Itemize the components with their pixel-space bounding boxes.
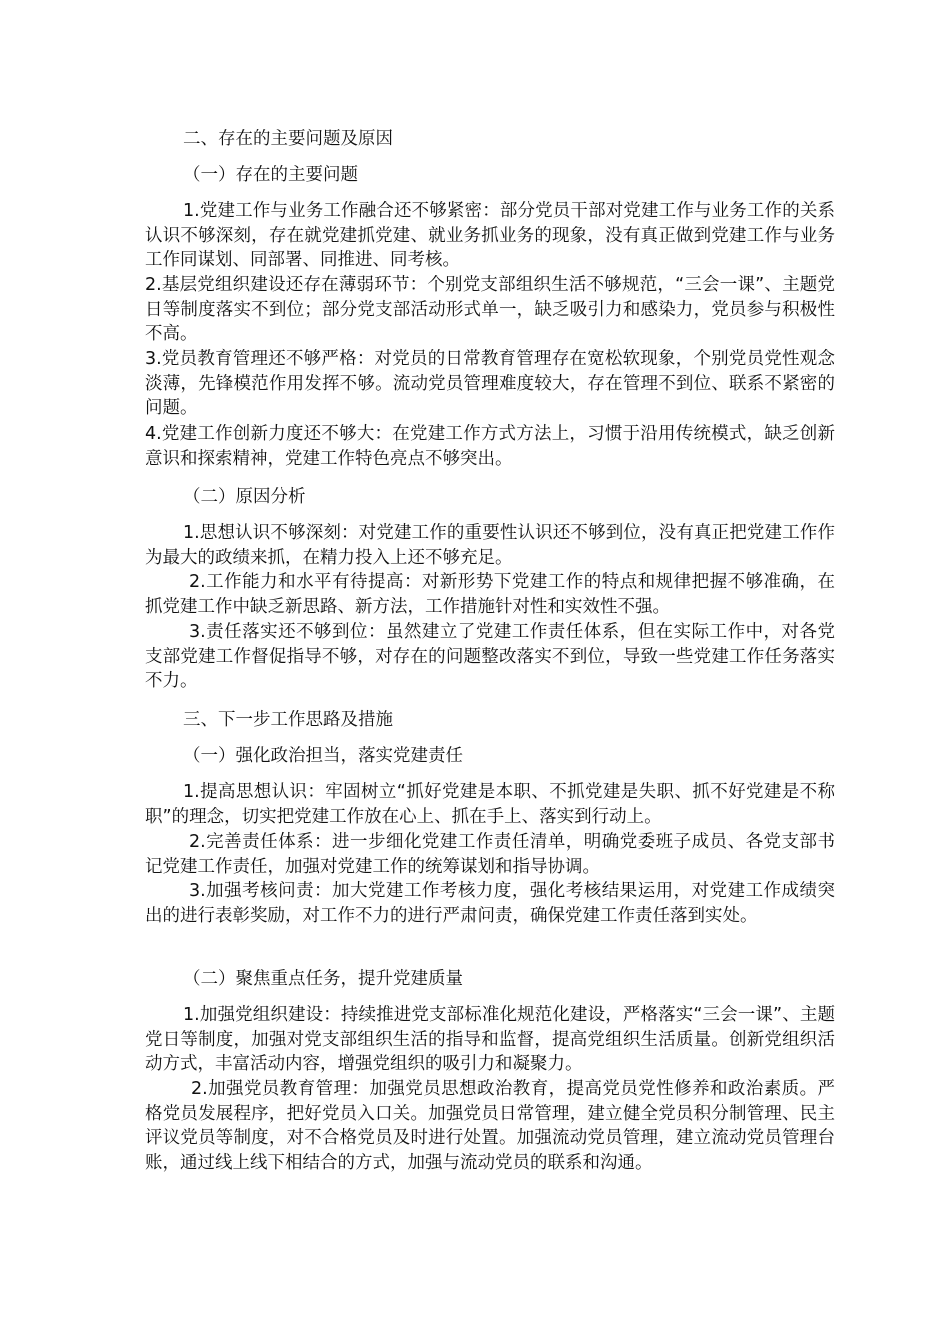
paragraph: 2.完善责任体系：进一步细化党建工作责任清单，明确党委班子成员、各党支部书记党建工作责任，加强对党建工作的统筹谋划和指导协调。 <box>145 832 835 877</box>
paragraph: 3.加强考核问责：加大党建工作考核力度，强化考核结果运用，对党建工作成绩突出的进行表彰奖励，对工作不力的进行严肃问责，确保党建工作责任落到实处。 <box>145 881 835 926</box>
paragraph: 3.党员教育管理还不够严格：对党员的日常教育管理存在宽松软现象，个别党员党性观念淡薄，先锋模范作用发挥不够。流动党员管理难度较大，存在管理不到位、联系不紧密的问题。 <box>145 349 835 418</box>
paragraph: 1.党建工作与业务工作融合还不够紧密：部分党员干部对党建工作与业务工作的关系认识不够深刻，存在就党建抓党建、就业务抓业务的现象，没有真正做到党建工作与业务工作同谋划、同部署、同推进、同考核。 <box>145 201 835 270</box>
section-heading: 二、存在的主要问题及原因 <box>183 129 393 149</box>
paragraph: 1.提高思想认识：牢固树立“抓好党建是本职、不抓党建是失职、抓不好党建是不称职”的理念，切实把党建工作放在心上、抓在手上、落实到行动上。 <box>145 782 835 827</box>
paragraph: 1.思想认识不够深刻：对党建工作的重要性认识还不够到位，没有真正把党建工作作为最大的政绩来抓，在精力投入上还不够充足。 <box>145 523 835 568</box>
subsection-heading: （一）存在的主要问题 <box>183 165 358 185</box>
paragraph: 2.工作能力和水平有待提高：对新形势下党建工作的特点和规律把握不够准确，在抓党建工作中缺乏新思路、新方法，工作措施针对性和实效性不强。 <box>145 572 835 617</box>
paragraph: 3.责任落实还不够到位：虽然建立了党建工作责任体系，但在实际工作中，对各党支部党建工作督促指导不够，对存在的问题整改落实不到位，导致一些党建工作任务落实不力。 <box>145 622 835 691</box>
paragraph: 2.加强党员教育管理：加强党员思想政治教育，提高党员党性修养和政治素质。严格党员发展程序，把好党员入口关。加强党员日常管理，建立健全党员积分制管理、民主评议党员等制度，对不合格党员及时进行处置。加强流动党员管理，建立流动党员管理台账，通过线上线下相结合的方式，加强与流动党员的联系和沟通。 <box>145 1079 835 1173</box>
paragraph: 4.党建工作创新力度还不够大：在党建工作方式方法上，习惯于沿用传统模式，缺乏创新意识和探索精神，党建工作特色亮点不够突出。 <box>145 424 835 469</box>
subsection-heading: （一）强化政治担当，落实党建责任 <box>183 746 463 766</box>
subsection-heading: （二）聚焦重点任务，提升党建质量 <box>183 969 463 989</box>
subsection-heading: （二）原因分析 <box>183 487 306 507</box>
paragraph: 2.基层党组织建设还存在薄弱环节：个别党支部组织生活不够规范，“三会一课”、主题党日等制度落实不到位；部分党支部活动形式单一，缺乏吸引力和感染力，党员参与积极性不高。 <box>145 275 835 344</box>
paragraph: 1.加强党组织建设：持续推进党支部标准化规范化建设，严格落实“三会一课”、主题党日等制度，加强对党支部组织生活的指导和监督，提高党组织生活质量。创新党组织活动方式，丰富活动内容，增强党组织的吸引力和凝聚力。 <box>145 1005 835 1074</box>
section-heading: 三、下一步工作思路及措施 <box>183 710 393 730</box>
